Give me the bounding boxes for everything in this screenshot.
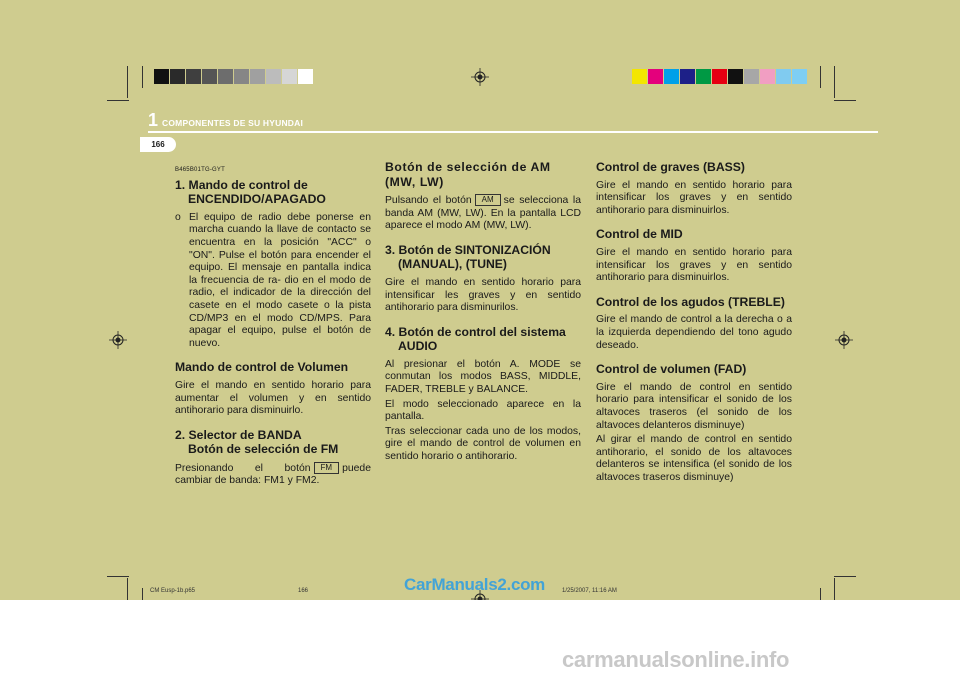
paragraph: Gire el mando de control en sentido horario para intensificar el sonido de los altavoces traseros (el sonido de los altavoces delanteros disminuye) (596, 381, 792, 431)
paragraph: Gire el mando en sentido horario para intensificar los graves y en sentido antihorario para disminuirlos. (596, 246, 792, 284)
chapter-number: 1 (148, 110, 159, 130)
paragraph: Pulsando el botón AM se selecciona la banda AM (MW, LW). En la pantalla LCD aparece el modo AM (MW, LW). (385, 194, 581, 232)
bottom-strip (0, 600, 960, 678)
crop-mark (142, 588, 143, 600)
paragraph: Al girar el mando de control en sentido antihorario, el sonido de los altavoces delanteros se intensifica (el sonido de los altavoces traseros disminuye) (596, 434, 792, 483)
color-swatch (664, 69, 679, 84)
color-swatch (744, 69, 759, 84)
heading-bass: Control de graves (BASS) (596, 160, 745, 174)
footer-page: 166 (298, 588, 309, 594)
am-button-icon: AM (475, 194, 501, 206)
crop-mark (127, 66, 128, 98)
crop-mark (142, 66, 143, 88)
bullet-item: o El equipo de radio debe ponerse en marcha cuando la llave de contacto se encuentra en la posición "ACC" o "ON". Pulse el botón para encender el equipo. El mensaje en pantalla indica la frecuencia de ra- dio en el modo de radio, el indicador de la dirección del casete en el modo casete o la pista CD/MP3 en el modo CD/MPS. Para apagar el equipo, pulse el botón de nuevo. (175, 211, 371, 349)
heading-audio-system: 4. Botón de control del sistema AUDIO (385, 324, 566, 354)
color-swatch (648, 69, 663, 84)
paragraph: Gire el mando en sentido horario para intensificar les graves y en sentido antihorario para disminurilos. (385, 276, 581, 314)
color-swatch (298, 69, 313, 84)
color-swatch (680, 69, 695, 84)
heading-treble: Control de los agudos (TREBLE) (596, 294, 785, 309)
crop-mark (834, 100, 856, 101)
paragraph: Presionando el botón FM puede cambiar de banda: FM1 y FM2. (175, 462, 371, 487)
registration-mark-icon (471, 68, 489, 86)
fm-button-icon: FM (314, 462, 340, 474)
color-swatch (218, 69, 233, 84)
paragraph: El modo seleccionado aparece en la pantalla. (385, 398, 581, 423)
color-swatch (202, 69, 217, 84)
color-swatch (186, 69, 201, 84)
crop-mark (820, 588, 821, 600)
color-swatch (696, 69, 711, 84)
text-column-2 (385, 160, 581, 466)
crop-mark (834, 66, 835, 98)
heading-volume-control: Mando de control de Volumen (175, 360, 349, 375)
color-swatch (250, 69, 265, 84)
color-swatch (632, 69, 647, 84)
heading-am-selection: Botón de selección de AM (MW, LW) (385, 160, 551, 189)
color-swatch (154, 69, 169, 84)
crop-mark (107, 576, 129, 577)
heading-mid: Control de MID (596, 227, 683, 242)
color-swatch (234, 69, 249, 84)
color-swatch (776, 69, 791, 84)
section-code: B465B01TG-GYT (175, 167, 225, 173)
registration-mark-icon (109, 331, 127, 349)
heading-tune: 3. Botón de SINTONIZACIÓN (MANUAL), (TUNE) (385, 242, 551, 272)
crop-mark (820, 66, 821, 88)
text-column-3 (596, 160, 792, 486)
page-number: 166 (140, 137, 176, 152)
gray-color-bar (154, 69, 314, 84)
footer-date: 1/25/2007, 11:16 AM (562, 588, 617, 594)
heading-power-control: 1. Mando de control de ENCENDIDO/APAGADO (175, 177, 326, 207)
color-swatch (170, 69, 185, 84)
chapter-title: COMPONENTES DE SU HYUNDAI (162, 118, 304, 128)
crop-mark (834, 578, 835, 600)
watermark-carmanualsonline[interactable]: carmanualsonline.info (562, 647, 790, 672)
color-swatch (792, 69, 807, 84)
header-rule (148, 131, 878, 133)
chapter-header (148, 110, 303, 131)
color-swatch (266, 69, 281, 84)
paragraph: Al presionar el botón A. MODE se conmutan los modos BASS, MIDDLE, FADER, TREBLE y BALANCE. (385, 358, 581, 396)
registration-mark-icon (835, 331, 853, 349)
paragraph: Gire el mando de control a la derecha o a la izquierda dependiendo del tono agudo deseado. (596, 314, 792, 351)
heading-fader: Control de volumen (FAD) (596, 362, 747, 377)
process-color-bar (632, 69, 808, 84)
footer-filename: CM Eusp-1b.p65 (150, 588, 196, 594)
color-swatch (728, 69, 743, 84)
watermark-carmanuals2[interactable]: CarManuals2.com (404, 575, 545, 594)
paragraph: Gire el mando en sentido horario para aumentar el volumen y en sentido antihorario para disminuirlo. (175, 379, 371, 417)
paragraph: Tras seleccionar cada uno de los modos, gire el mando de control de volumen en sentido horario o antihorario. (385, 425, 581, 463)
heading-band-selector: 2. Selector de BANDA Botón de selección de FM (175, 427, 339, 457)
paragraph: Gire el mando en sentido horario para intensificar los graves y en sentido antihorario para disminuirlos. (596, 179, 792, 216)
crop-mark (127, 578, 128, 600)
color-swatch (712, 69, 727, 84)
color-swatch (760, 69, 775, 84)
text-column-1 (175, 160, 371, 490)
crop-mark (834, 576, 856, 577)
crop-mark (107, 100, 129, 101)
color-swatch (282, 69, 297, 84)
